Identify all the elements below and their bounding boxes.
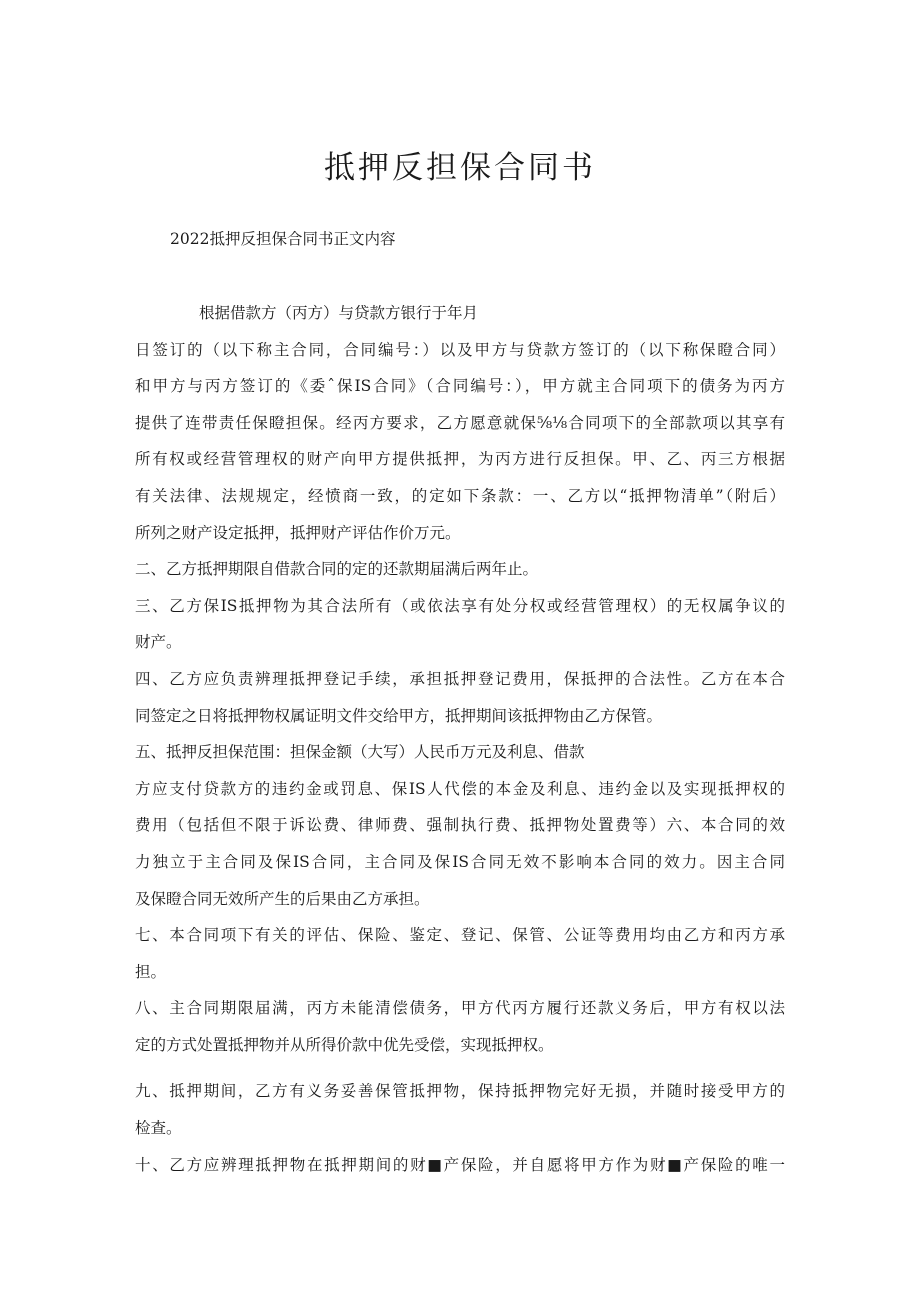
body-line: 方应支付贷款方的违约金或罚息、保IS人代偿的本金及利息、违约金以及实现抵押权的 [135, 779, 785, 798]
body-line: 提供了连带责任保瞪担保。经丙方要求，乙方愿意就保⅝⅛合同项下的全部款项以其享有 [135, 413, 785, 432]
body-line: 同签定之日将抵押物权属证明文件交给甲方，抵押期间该抵押物由乙方保管。 [135, 706, 663, 725]
body-line: 所有权或经营管理权的财产向甲方提供抵押，为丙方进行反担保。甲、乙、丙三方根据 [135, 450, 785, 469]
body-line: 根据借款方（丙方）与贷款方银行于年月 [199, 304, 479, 322]
body-line: 定的方式处置抵押物并从所得价款中优先受偿，实现抵押权。 [135, 1035, 554, 1054]
body-line: 二、乙方抵押期限自借款合同的定的还款期届满后两年止。 [135, 560, 539, 579]
body-line: 费用（包括但不限于诉讼费、律师费、强制执行费、抵押物处置费等）六、本合同的效 [135, 816, 785, 835]
body-line: 五、抵押反担保范围：担保金额（大写）人民币万元及利息、借款 [135, 743, 585, 762]
body-line: 检查。 [135, 1119, 182, 1138]
body-line: 日签订的（以下称主合同，合同编号：）以及甲方与贷款方签订的（以下称保瞪合同） [135, 340, 785, 359]
body-line: 力独立于主合同及保IS合同，主合同及保IS合同无效不影响本合同的效力。因主合同 [135, 852, 785, 871]
body-line: 担。 [135, 962, 167, 981]
body-line: 八、主合同期限届满，丙方未能清偿债务，甲方代丙方履行还款义务后，甲方有权以法 [135, 999, 785, 1018]
body-line: 及保瞪合同无效所产生的后果由乙方承担。 [135, 889, 430, 908]
document-body [135, 295, 785, 1183]
body-line: 和甲方与丙方签订的《委ˆ保IS合同》（合同编号：），甲方就主合同项下的债务为丙方 [135, 377, 785, 396]
body-line: 七、本合同项下有关的评估、保险、鉴定、登记、保管、公证等费用均由乙方和丙方承 [135, 926, 785, 945]
document-title: 抵押反担保合同书 [324, 150, 596, 186]
body-line: 财产。 [135, 633, 182, 652]
body-line: 十、乙方应辨理抵押物在抵押期间的财■产保险，并自愿将甲方作为财■产保险的唯一 [135, 1155, 785, 1174]
body-line: 九、抵押期间，乙方有义务妥善保管抵押物，保持抵押物完好无损，并随时接受甲方的 [135, 1082, 785, 1101]
document-subtitle: 2022抵押反担保合同书正文内容 [170, 230, 396, 248]
body-line: 三、乙方保IS抵押物为其合法所有（或依法享有处分权或经营管理权）的无权属争议的 [135, 596, 785, 615]
body-line: 有关法律、法规规定，经愤商一致，的定如下条款：一、乙方以“抵押物清单”（附后） [135, 486, 785, 505]
body-line: 所列之财产设定抵押，抵押财产评估作价万元。 [135, 523, 461, 542]
body-line: 四、乙方应负责辨理抵押登记手续，承担抵押登记费用，保抵押的合法性。乙方在本合 [135, 669, 785, 688]
